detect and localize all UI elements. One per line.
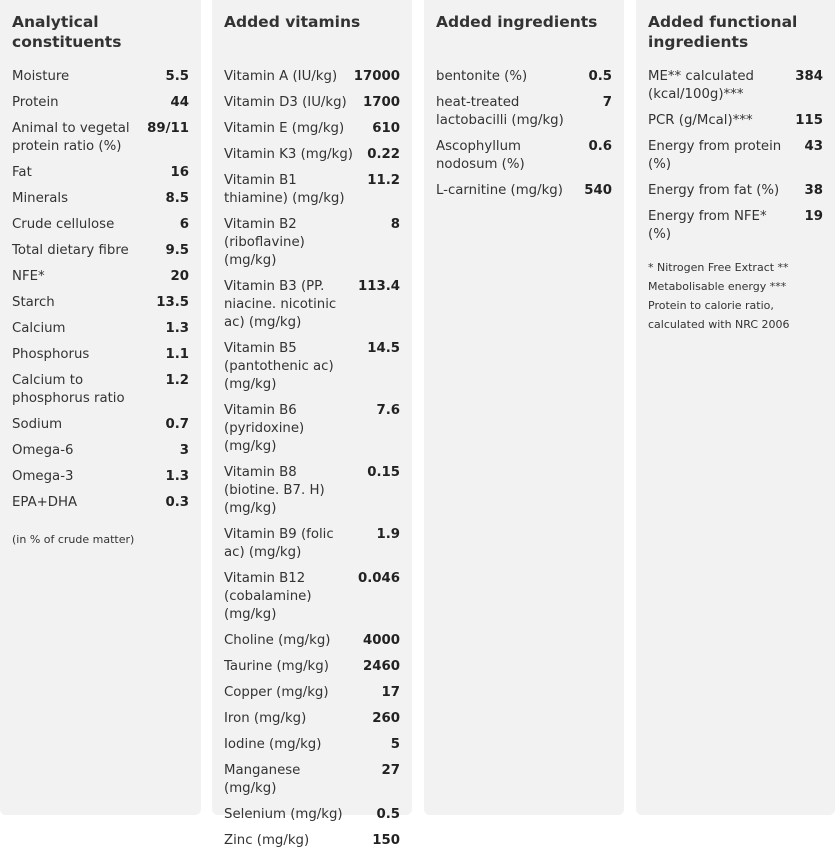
crude-matter-note: (in % of crude matter) — [12, 533, 135, 546]
table-row — [12, 346, 189, 364]
row-value: 540 — [584, 183, 612, 198]
row-label: Vitamin B3 (PP. niacine. nicotinic ac) (mg/kg) — [224, 279, 337, 330]
row-label: Fat — [12, 165, 32, 180]
row-value: 0.6 — [588, 139, 612, 154]
added-ingredients-panel — [424, 0, 624, 815]
table-row — [12, 320, 189, 338]
row-value: 8.5 — [165, 191, 189, 206]
table-row — [224, 278, 400, 332]
table-row — [224, 120, 400, 138]
row-value: 8 — [390, 217, 400, 232]
row-label: Starch — [12, 295, 55, 310]
row-value: 1.2 — [165, 373, 189, 388]
row-value: 115 — [795, 113, 823, 128]
table-row — [224, 340, 400, 394]
table-row — [12, 372, 189, 408]
analytical-constituents-panel — [0, 0, 201, 815]
row-label: Vitamin B2 (riboflavine) (mg/kg) — [224, 217, 305, 268]
row-label: heat-treated lactobacilli (mg/kg) — [436, 95, 564, 128]
table-row — [224, 402, 400, 456]
row-label: Minerals — [12, 191, 69, 206]
row-label: Calcium — [12, 321, 66, 336]
table-row — [12, 120, 189, 156]
table-row — [436, 182, 612, 200]
row-label: Sodium — [12, 417, 63, 432]
row-label: Vitamin K3 (mg/kg) — [224, 147, 353, 162]
row-value: 7 — [602, 95, 612, 110]
row-label: Omega-6 — [12, 443, 74, 458]
row-value: 19 — [804, 209, 823, 224]
table-row — [12, 190, 189, 208]
row-value: 610 — [372, 121, 400, 136]
row-value: 1700 — [362, 95, 400, 110]
row-label: Protein — [12, 95, 59, 110]
row-label: Choline (mg/kg) — [224, 633, 331, 648]
row-value: 1.1 — [165, 347, 189, 362]
row-label: Energy from protein (%) — [648, 139, 782, 172]
table-row — [12, 494, 189, 512]
row-value: 5.5 — [165, 69, 189, 84]
row-value: 2460 — [362, 659, 400, 674]
row-label: Vitamin B6 (pyridoxine) (mg/kg) — [224, 403, 305, 454]
analytical-constituents-list — [12, 68, 189, 512]
table-row — [648, 112, 823, 130]
table-row — [224, 658, 400, 676]
row-label: Phosphorus — [12, 347, 90, 362]
row-value: 14.5 — [367, 341, 400, 356]
table-row — [436, 138, 612, 174]
row-label: Vitamin B5 (pantothenic ac) (mg/kg) — [224, 341, 334, 392]
row-value: 13.5 — [156, 295, 189, 310]
row-value: 0.7 — [165, 417, 189, 432]
row-value: 89/11 — [147, 121, 189, 136]
table-row — [224, 832, 400, 850]
row-value: 0.15 — [367, 465, 400, 480]
row-value: 1.3 — [165, 469, 189, 484]
table-row — [648, 208, 823, 244]
table-row — [648, 182, 823, 200]
row-label: Iodine (mg/kg) — [224, 737, 322, 752]
table-row — [12, 164, 189, 182]
row-label: PCR (g/Mcal)*** — [648, 113, 753, 128]
row-label: Energy from NFE*(%) — [648, 209, 767, 242]
table-row — [648, 68, 823, 104]
table-row — [224, 526, 400, 562]
row-value: 0.5 — [588, 69, 612, 84]
table-row — [224, 710, 400, 728]
row-label: Copper (mg/kg) — [224, 685, 329, 700]
row-value: 16 — [170, 165, 189, 180]
row-label: Selenium (mg/kg) — [224, 807, 343, 822]
table-row — [12, 68, 189, 86]
table-row — [224, 762, 400, 798]
table-row — [12, 94, 189, 112]
row-label: Zinc (mg/kg) — [224, 833, 310, 848]
row-value: 150 — [372, 833, 400, 848]
row-label: Crude cellulose — [12, 217, 115, 232]
row-label: Taurine (mg/kg) — [224, 659, 329, 674]
row-label: Vitamin B8 (biotine. B7. H) (mg/kg) — [224, 465, 325, 516]
added-vitamins-list — [224, 68, 400, 850]
footnote: * Nitrogen Free Extract ** Metabolisable energy *** Protein to calorie ratio, calculated with NRC 2006 — [648, 261, 790, 331]
row-label: Vitamin E (mg/kg) — [224, 121, 345, 136]
table-row — [648, 138, 823, 174]
row-value: 0.5 — [376, 807, 400, 822]
table-row — [12, 294, 189, 312]
row-value: 1.9 — [376, 527, 400, 542]
row-label: Vitamin D3 (IU/kg) — [224, 95, 347, 110]
row-value: 384 — [795, 69, 823, 84]
added-functional-ingredients-list — [648, 68, 823, 244]
table-row — [12, 416, 189, 434]
table-row — [12, 216, 189, 234]
added-ingredients-list — [436, 68, 612, 200]
row-value: 27 — [381, 763, 400, 778]
row-value: 7.6 — [376, 403, 400, 418]
table-row — [224, 570, 400, 624]
row-value: 6 — [179, 217, 189, 232]
table-row — [224, 736, 400, 754]
row-label: Vitamin B12 (cobalamine) (mg/kg) — [224, 571, 312, 622]
table-row — [224, 632, 400, 650]
table-row — [12, 468, 189, 486]
table-row — [224, 68, 400, 86]
row-value: 17000 — [353, 69, 400, 84]
row-label: Ascophyllum nodosum (%) — [436, 139, 525, 172]
row-label: Total dietary fibre — [12, 243, 129, 258]
row-value: 11.2 — [367, 173, 400, 188]
added-vitamins-panel — [212, 0, 412, 848]
table-row — [224, 684, 400, 702]
row-label: Iron (mg/kg) — [224, 711, 307, 726]
row-label: Moisture — [12, 69, 70, 84]
row-label: Vitamin B1 thiamine) (mg/kg) — [224, 173, 345, 206]
added-functional-ingredients-title: Added functional ingredients — [648, 13, 798, 51]
analytical-constituents-title: Analytical constituents — [12, 13, 122, 51]
row-value: 113.4 — [357, 279, 400, 294]
table-row — [224, 172, 400, 208]
row-value: 20 — [170, 269, 189, 284]
table-row — [224, 806, 400, 824]
row-value: 43 — [804, 139, 823, 154]
table-row — [436, 68, 612, 86]
row-label: Animal to vegetal protein ratio (%) — [12, 121, 130, 154]
table-row — [224, 216, 400, 270]
row-value: 4000 — [362, 633, 400, 648]
added-functional-ingredients-panel — [636, 0, 835, 815]
row-value: 0.22 — [367, 147, 400, 162]
row-value: 260 — [372, 711, 400, 726]
table-row — [12, 268, 189, 286]
table-row — [12, 242, 189, 260]
row-label: bentonite (%) — [436, 69, 528, 84]
row-label: Energy from fat (%) — [648, 183, 780, 198]
table-row — [436, 94, 612, 130]
row-value: 5 — [390, 737, 400, 752]
row-value: 9.5 — [165, 243, 189, 258]
row-label: ME** calculated (kcal/100g)*** — [648, 69, 754, 102]
row-value: 38 — [804, 183, 823, 198]
row-label: NFE* — [12, 269, 45, 284]
row-value: 44 — [170, 95, 189, 110]
row-value: 1.3 — [165, 321, 189, 336]
row-label: L-carnitine (mg/kg) — [436, 183, 563, 198]
row-value: 0.046 — [357, 571, 400, 586]
row-value: 3 — [179, 443, 189, 458]
row-value: 17 — [381, 685, 400, 700]
row-label: EPA+DHA — [12, 495, 78, 510]
row-value: 0.3 — [165, 495, 189, 510]
row-label: Vitamin B9 (folic ac) (mg/kg) — [224, 527, 334, 560]
row-label: Vitamin A (IU/kg) — [224, 69, 338, 84]
table-row — [224, 464, 400, 518]
row-label: Manganese (mg/kg) — [224, 763, 301, 796]
added-ingredients-title: Added ingredients — [436, 13, 598, 31]
table-row — [224, 146, 400, 164]
table-row — [224, 94, 400, 112]
table-row — [12, 442, 189, 460]
row-label: Calcium to phosphorus ratio — [12, 373, 125, 406]
row-label: Omega-3 — [12, 469, 74, 484]
added-vitamins-title: Added vitamins — [224, 13, 361, 31]
